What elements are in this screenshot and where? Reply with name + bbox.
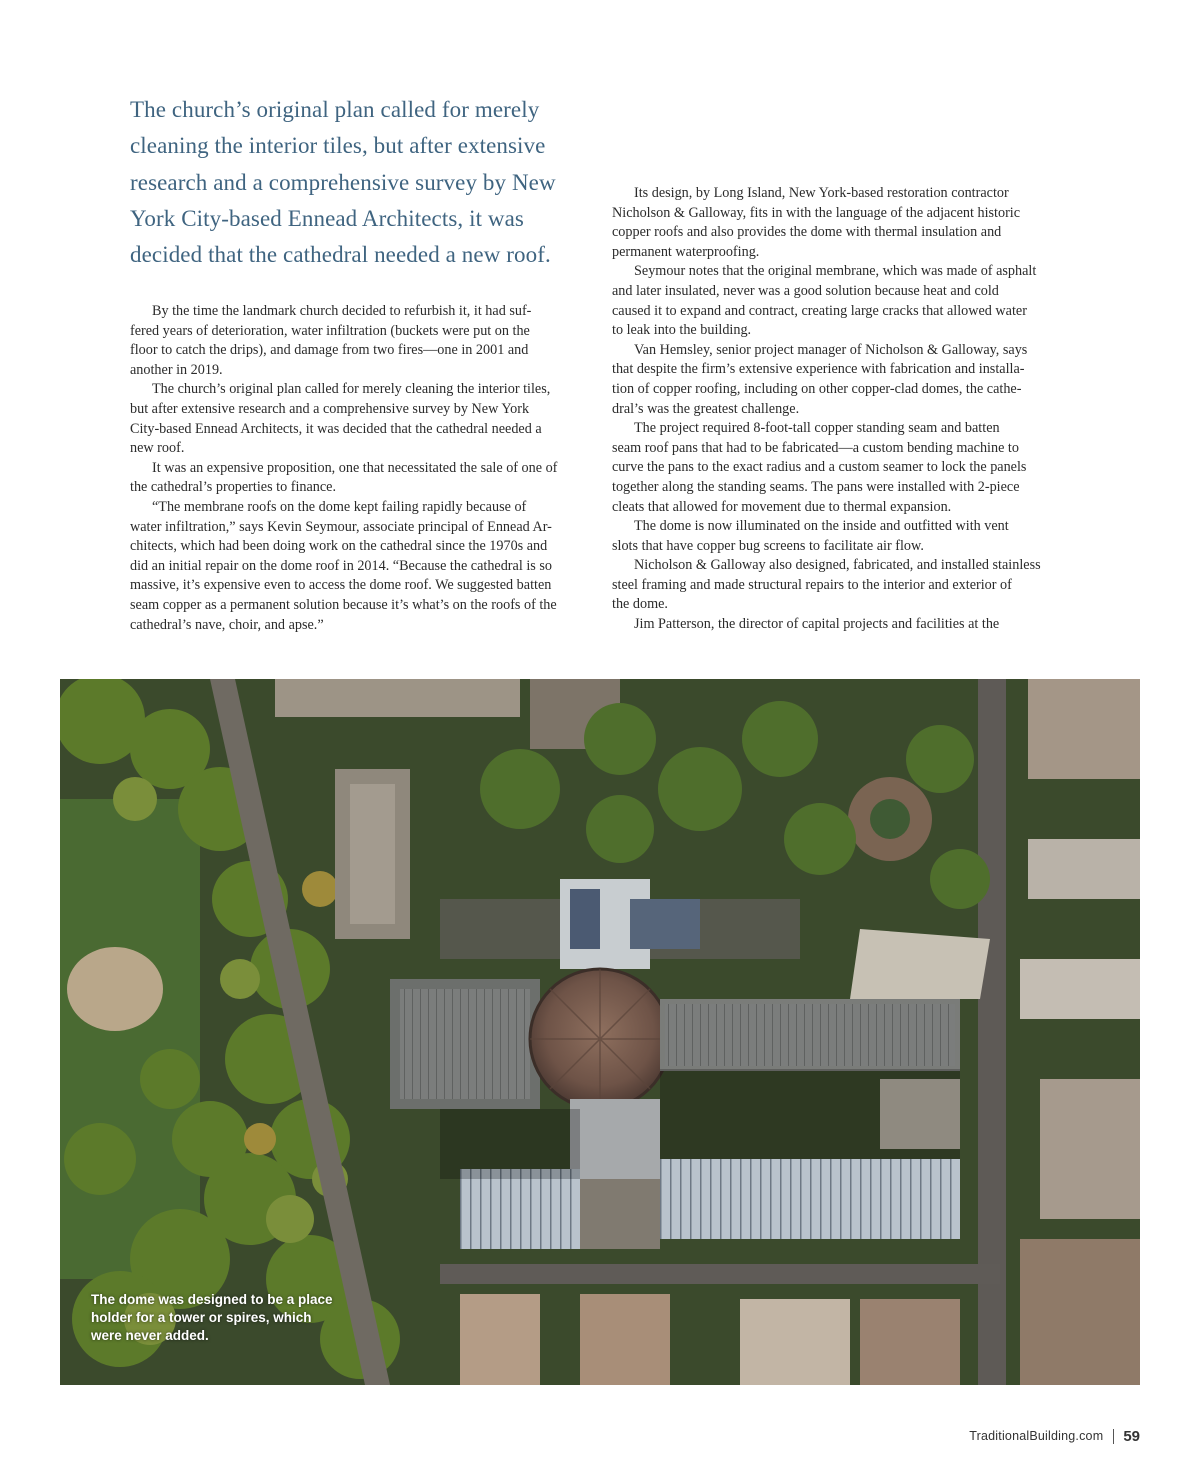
article-column-left xyxy=(130,302,592,635)
body-text-line: the dome. xyxy=(612,596,668,613)
body-text-line: that despite the firm’s extensive experience with fabrication and installa- xyxy=(612,361,1025,378)
pull-quote-line: The church’s original plan called for merely xyxy=(130,97,540,122)
body-text-line: did an initial repair on the dome roof in 2014. “Because the cathedral is so xyxy=(130,557,552,574)
body-text-line: caused it to expand and contract, creating large cracks that allowed water xyxy=(612,302,1027,319)
body-text-line: Nicholson & Galloway, fits in with the language of the adjacent historic xyxy=(612,204,1021,221)
body-text-line: copper roofs and also provides the dome with thermal insulation and xyxy=(612,224,1002,241)
body-text-line: Jim Patterson, the director of capital projects and facilities at the xyxy=(634,616,1000,633)
pull-quote-line: decided that the cathedral needed a new roof. xyxy=(130,242,551,268)
body-text-line: chitects, which had been doing work on the cathedral since the 1970s and xyxy=(130,538,548,555)
body-text-line: seam copper as a permanent solution because it’s what’s on the roofs of the xyxy=(130,596,557,613)
body-text-line: to leak into the building. xyxy=(612,322,752,339)
body-text-line: another in 2019. xyxy=(130,361,223,378)
body-text-line: Seymour notes that the original membrane, which was made of asphalt xyxy=(634,263,1037,280)
body-text-line: cleats that allowed for movement due to thermal expansion. xyxy=(612,498,952,515)
body-text-line: The project required 8-foot-tall copper standing seam and batten xyxy=(634,420,1000,437)
page-number: 59 xyxy=(1123,1427,1140,1445)
body-text-line: cathedral’s nave, choir, and apse.” xyxy=(130,616,324,633)
body-text-line: By the time the landmark church decided to refurbish it, it had suf- xyxy=(152,303,532,319)
pull-quote-line: York City-based Ennead Architects, it was xyxy=(130,205,524,231)
body-text-line: It was an expensive proposition, one that necessitated the sale of one of xyxy=(152,459,558,476)
pull-quote-line: cleaning the interior tiles, but after extensive xyxy=(130,133,546,159)
body-text-line: floor to catch the drips), and damage from two fires—one in 2001 and xyxy=(130,342,529,359)
body-text-line: water infiltration,” says Kevin Seymour, associate principal of Ennead Ar- xyxy=(130,518,552,535)
caption-line: were never added. xyxy=(91,1328,209,1343)
footer-divider xyxy=(1113,1429,1114,1444)
body-text-line: but after extensive research and a comprehensive survey by New York xyxy=(130,400,530,417)
aerial-photo-illustration xyxy=(60,679,1140,1385)
body-text-line: the cathedral’s properties to finance. xyxy=(130,479,337,496)
body-text-line: “The membrane roofs on the dome kept failing rapidly because of xyxy=(152,498,527,515)
article-column-right xyxy=(612,184,1074,635)
body-text-line: dral’s was the greatest challenge. xyxy=(612,400,800,417)
body-text-line: new roof. xyxy=(130,440,185,457)
body-text-line: curve the pans to the exact radius and a custom seamer to lock the panels xyxy=(612,459,1027,476)
body-text-line: Van Hemsley, senior project manager of Nicholson & Galloway, says xyxy=(634,341,1028,358)
publication-site: TraditionalBuilding.com xyxy=(969,1429,1104,1443)
pull-quote-line: research and a comprehensive survey by New xyxy=(130,169,556,195)
photo-caption xyxy=(91,1291,351,1345)
aerial-cathedral-photo xyxy=(60,679,1140,1385)
caption-line: The dome was designed to be a place xyxy=(91,1292,333,1307)
body-text-line: seam roof pans that had to be fabricated—a custom bending machine to xyxy=(612,439,1019,456)
body-text-line: The church’s original plan called for merely cleaning the interior tiles, xyxy=(152,381,551,398)
body-text-line: and later insulated, never was a good solution because heat and cold xyxy=(612,282,999,299)
body-text-line: massive, it’s expensive even to access the dome roof. We suggested batten xyxy=(130,577,552,594)
caption-line: holder for a tower or spires, which xyxy=(91,1310,312,1325)
body-text-line: City-based Ennead Architects, it was decided that the cathedral needed a xyxy=(130,420,542,437)
body-text-line: steel framing and made structural repairs to the interior and exterior of xyxy=(612,576,1012,593)
body-text-line: permanent waterproofing. xyxy=(612,243,760,260)
body-text-line: tion of copper roofing, including on other copper-clad domes, the cathe- xyxy=(612,380,1022,397)
body-text-line: slots that have copper bug screens to facilitate air flow. xyxy=(612,537,924,554)
page-footer xyxy=(969,1426,1140,1446)
pull-quote xyxy=(130,92,580,273)
body-text-line: The dome is now illuminated on the inside and outfitted with vent xyxy=(634,518,1009,535)
body-text-line: Its design, by Long Island, New York-based restoration contractor xyxy=(634,185,1009,201)
body-text-line: together along the standing seams. The pans were installed with 2-piece xyxy=(612,478,1020,495)
body-text-line: Nicholson & Galloway also designed, fabricated, and installed stainless xyxy=(634,557,1041,574)
body-text-line: fered years of deterioration, water infiltration (buckets were put on the xyxy=(130,322,530,339)
